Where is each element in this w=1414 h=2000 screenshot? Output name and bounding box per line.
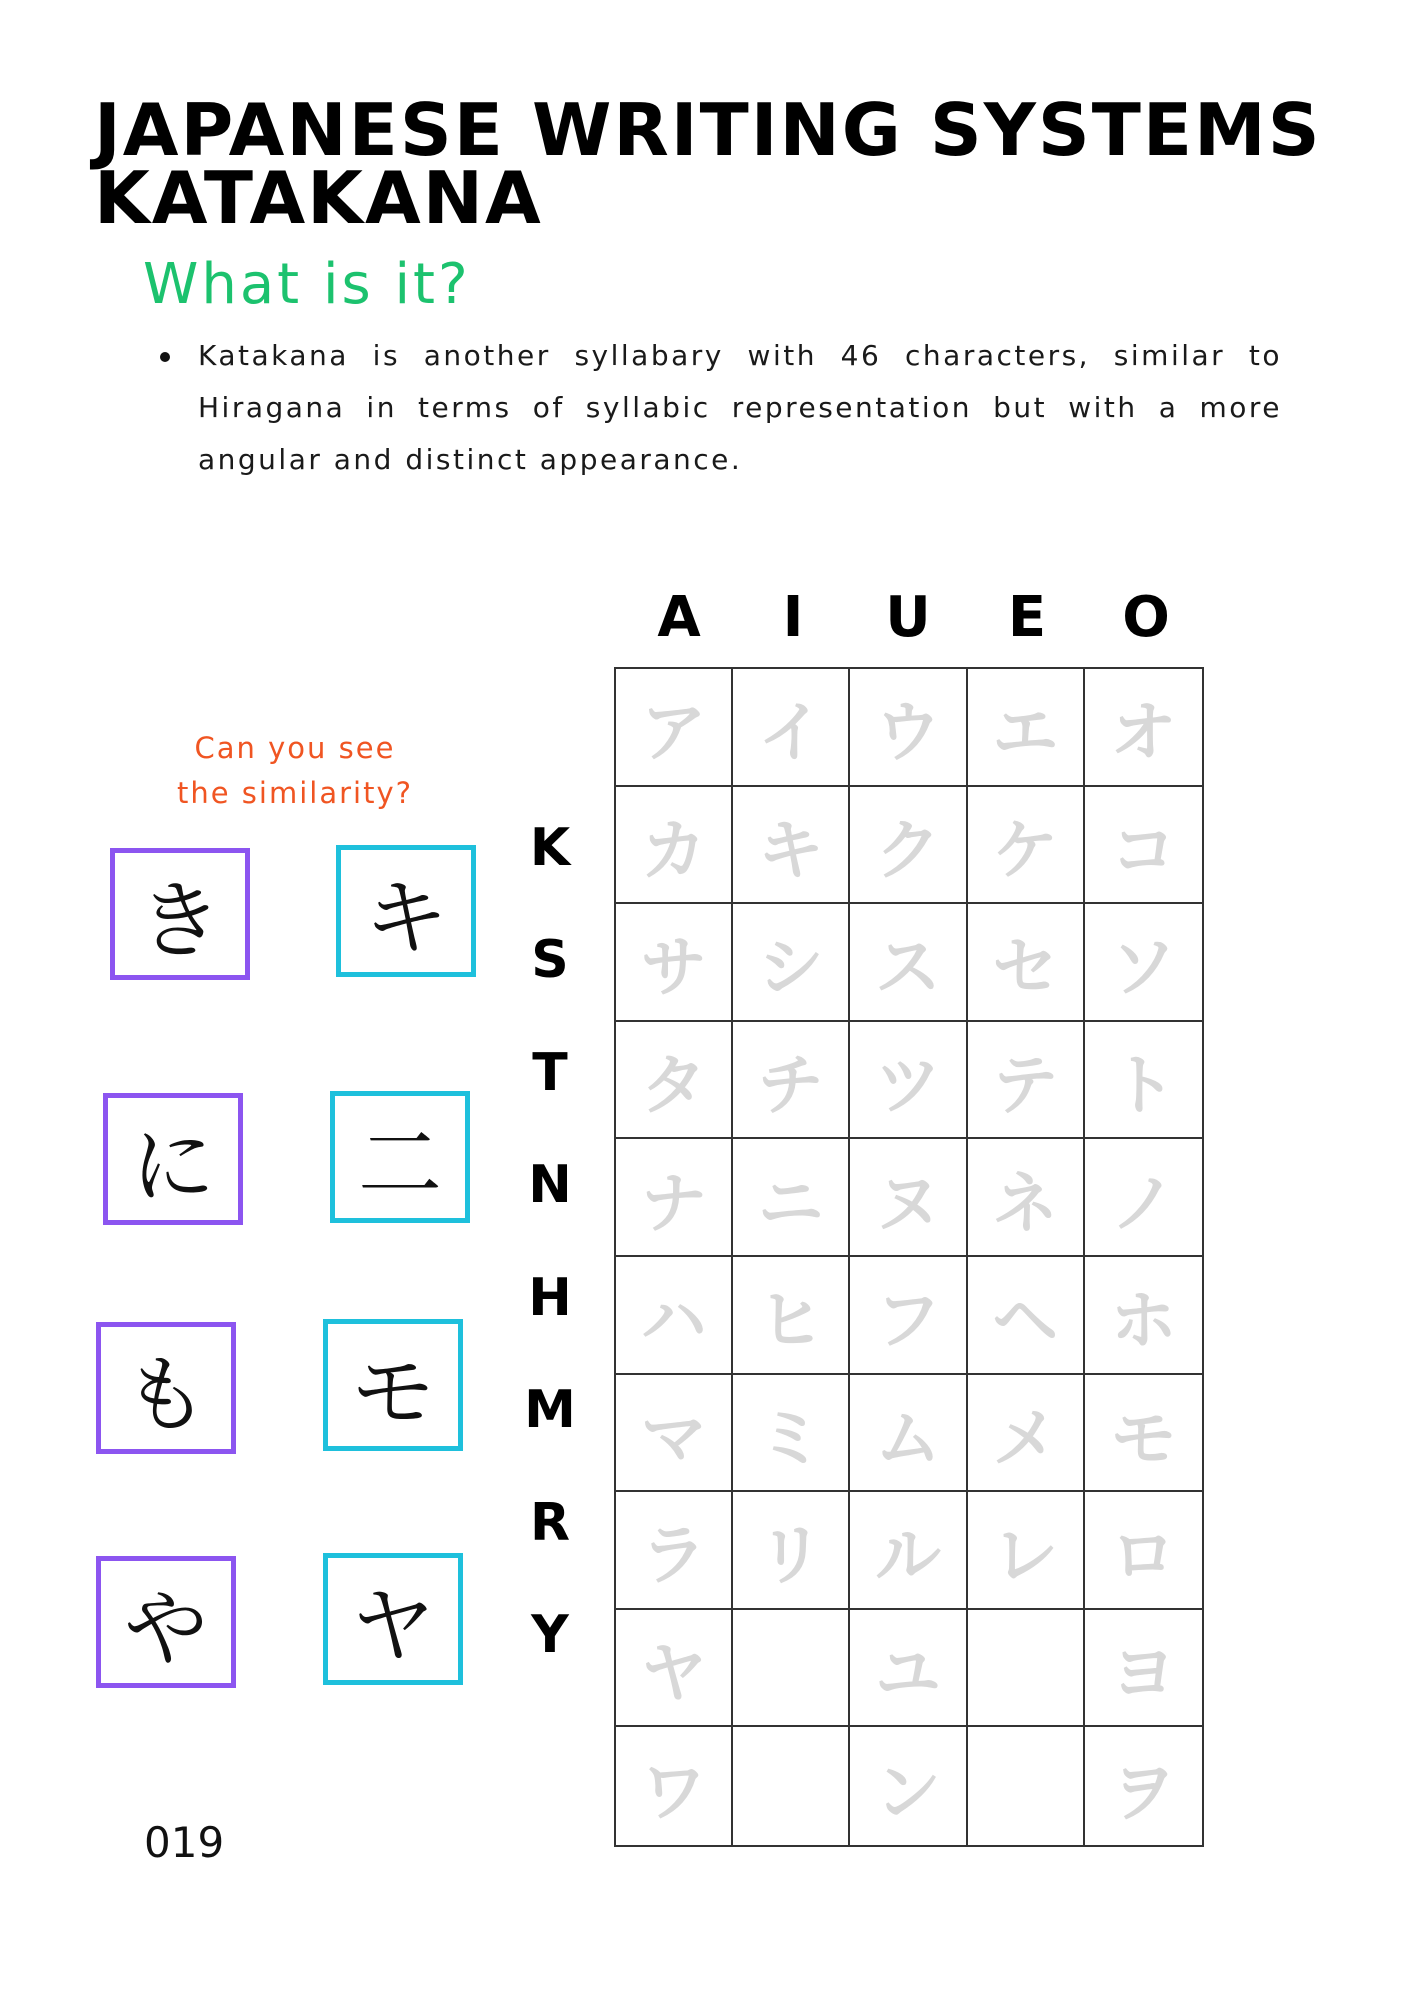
- kana-cell-r4-e: テ: [968, 1022, 1085, 1140]
- kana-cell-r3-i: シ: [733, 904, 850, 1022]
- kana-cell-r1-a: ア: [616, 669, 733, 787]
- page-number: 019: [144, 1818, 225, 1867]
- kana-cell-r2-u: ク: [850, 787, 967, 905]
- kana-cell-r1-u: ウ: [850, 669, 967, 787]
- consonant-header-s: S: [531, 930, 569, 990]
- vowel-header-e: E: [1007, 585, 1047, 650]
- kana-cell-r5-o: ノ: [1085, 1139, 1202, 1257]
- consonant-header-y: Y: [531, 1605, 569, 1665]
- kana-cell-r2-e: ケ: [968, 787, 1085, 905]
- kana-cell-r7-u: ム: [850, 1375, 967, 1493]
- consonant-header-r: R: [529, 1493, 571, 1553]
- consonant-header-t: T: [532, 1043, 568, 1103]
- vowel-header-i: I: [782, 585, 804, 650]
- kana-cell-r9-u: ユ: [850, 1610, 967, 1728]
- hint-line-1: Can you see: [194, 731, 396, 765]
- kana-cell-r9-o: ヨ: [1085, 1610, 1202, 1728]
- kana-cell-r8-i: リ: [733, 1492, 850, 1610]
- kana-cell-r6-a: ハ: [616, 1257, 733, 1375]
- page-title: [94, 88, 1322, 240]
- kana-cell-r4-o: ト: [1085, 1022, 1202, 1140]
- kana-cell-r2-o: コ: [1085, 787, 1202, 905]
- similarity-hint: [150, 726, 440, 816]
- kana-cell-r7-a: マ: [616, 1375, 733, 1493]
- kana-cell-r9-i: [733, 1610, 850, 1728]
- hiragana-box-ni: に: [103, 1093, 243, 1225]
- kana-cell-r6-e: ヘ: [968, 1257, 1085, 1375]
- title-line-2: KATAKANA: [94, 156, 543, 240]
- kana-cell-r3-a: サ: [616, 904, 733, 1022]
- katakana-box-ya: ヤ: [323, 1553, 463, 1685]
- vowel-header-a: A: [657, 585, 701, 650]
- kana-cell-r7-e: メ: [968, 1375, 1085, 1493]
- hiragana-box-ya: や: [96, 1556, 236, 1688]
- consonant-header-k: K: [529, 818, 571, 878]
- kana-cell-r6-u: フ: [850, 1257, 967, 1375]
- kana-cell-r8-a: ラ: [616, 1492, 733, 1610]
- kana-cell-r1-i: イ: [733, 669, 850, 787]
- kana-cell-r2-i: キ: [733, 787, 850, 905]
- hiragana-box-mo: も: [96, 1322, 236, 1454]
- kana-cell-r4-i: チ: [733, 1022, 850, 1140]
- kana-cell-r7-o: モ: [1085, 1375, 1202, 1493]
- hiragana-box-ki: き: [110, 848, 250, 980]
- consonant-header-h: H: [528, 1268, 572, 1328]
- kana-cell-r7-i: ミ: [733, 1375, 850, 1493]
- kana-cell-r10-i: [733, 1727, 850, 1845]
- bullet-icon: [160, 352, 170, 362]
- kana-cell-r6-i: ヒ: [733, 1257, 850, 1375]
- kana-cell-r3-o: ソ: [1085, 904, 1202, 1022]
- kana-cell-r10-u: ン: [850, 1727, 967, 1845]
- kana-cell-r2-a: カ: [616, 787, 733, 905]
- kana-cell-r3-e: セ: [968, 904, 1085, 1022]
- description-item: [158, 330, 1282, 486]
- kana-cell-r5-e: ネ: [968, 1139, 1085, 1257]
- kana-cell-r6-o: ホ: [1085, 1257, 1202, 1375]
- vowel-header-u: U: [885, 585, 931, 650]
- vowel-header-o: O: [1122, 585, 1170, 650]
- kana-cell-r5-u: ヌ: [850, 1139, 967, 1257]
- kana-cell-r3-u: ス: [850, 904, 967, 1022]
- kana-cell-r1-o: オ: [1085, 669, 1202, 787]
- kana-cell-r9-a: ヤ: [616, 1610, 733, 1728]
- description-list: [158, 330, 1282, 486]
- hint-line-2: the similarity?: [176, 776, 414, 810]
- katakana-box-mo: モ: [323, 1319, 463, 1451]
- katakana-box-ki: キ: [336, 845, 476, 977]
- kana-cell-r10-a: ワ: [616, 1727, 733, 1845]
- kana-cell-r8-u: ル: [850, 1492, 967, 1610]
- title-line-1: JAPANESE WRITING SYSTEMS: [94, 88, 1322, 172]
- kana-cell-r8-e: レ: [968, 1492, 1085, 1610]
- kana-cell-r4-u: ツ: [850, 1022, 967, 1140]
- kana-cell-r9-e: [968, 1610, 1085, 1728]
- consonant-header-n: N: [528, 1155, 572, 1215]
- kana-cell-r10-e: [968, 1727, 1085, 1845]
- kana-cell-r1-e: エ: [968, 669, 1085, 787]
- section-subtitle: What is it?: [143, 252, 471, 317]
- katakana-box-ni: 二: [330, 1091, 470, 1223]
- kana-cell-r4-a: タ: [616, 1022, 733, 1140]
- consonant-header-m: M: [524, 1380, 576, 1440]
- kana-cell-r10-o: ヲ: [1110, 1753, 1177, 1831]
- katakana-chart-grid: [614, 667, 1204, 1847]
- description-text: Katakana is another syllabary with 46 characters, similar to Hiragana in terms of syllabic representation but with a more angular and distinct appearance.: [198, 339, 1282, 476]
- kana-cell-r5-a: ナ: [616, 1139, 733, 1257]
- kana-cell-r8-o: ロ: [1085, 1492, 1202, 1610]
- kana-cell-r5-i: ニ: [733, 1139, 850, 1257]
